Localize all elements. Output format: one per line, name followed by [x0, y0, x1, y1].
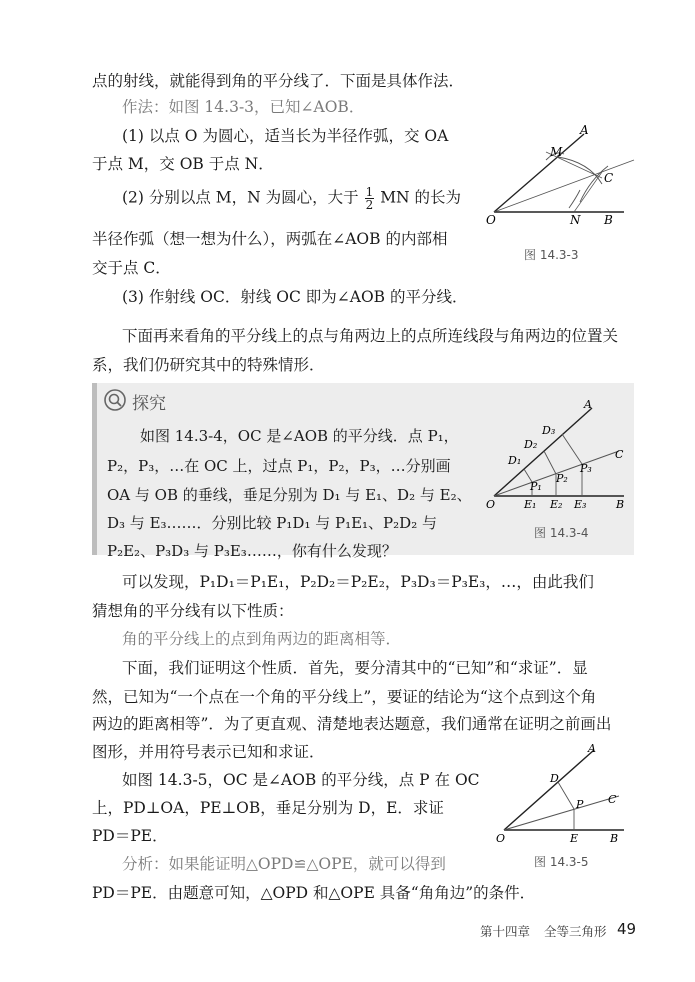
step-2-text: (2) 分别以点 M，N 为圆心，大于 — [122, 188, 359, 207]
text-line: 下面，我们证明这个性质．首先，要分清其中的“已知”和“求证”．显 — [122, 659, 588, 677]
method-line: 作法：如图 14.3-3，已知∠AOB． — [122, 98, 365, 116]
explore-line: 如图 14.3-4，OC 是∠AOB 的平分线．点 P₁， — [140, 427, 459, 445]
explore-line: P₂，P₃，…在 OC 上，过点 P₁，P₂，P₃，…分别画 — [107, 457, 451, 475]
label-C: C — [608, 793, 617, 806]
explore-line: P₂E₂、P₃D₃ 与 P₃E₃……，你有什么发现？ — [107, 542, 397, 560]
label-C: C — [615, 448, 624, 461]
figure-caption: 图 14.3-4 — [534, 526, 589, 540]
label-D: D — [550, 772, 559, 785]
label-O: O — [486, 498, 496, 511]
text-line: 可以发现，P₁D₁＝P₁E₁，P₂D₂＝P₂E₂，P₃D₃＝P₃E₃，…，由此我们 — [122, 573, 594, 591]
figure-caption: 图 14.3-3 — [524, 248, 579, 262]
step-1-line: (1) 以点 O 为圆心，适当长为半径作弧，交 OA — [122, 127, 449, 145]
magnifier-icon — [103, 388, 127, 412]
label-C: C — [604, 171, 614, 185]
label-P1: P₁ — [530, 480, 542, 493]
fraction-one-half — [365, 186, 375, 211]
explore-title: 探究 — [132, 394, 166, 414]
label-D2: D₂ — [524, 438, 538, 451]
label-P: P — [576, 798, 584, 811]
label-E: E — [570, 832, 579, 845]
text-line: PD＝PE． — [92, 827, 168, 845]
label-A: A — [580, 123, 589, 137]
figure-caption: 图 14.3-5 — [534, 855, 589, 869]
label-D3: D₃ — [542, 424, 556, 437]
property-statement: 角的平分线上的点到角两边的距离相等． — [122, 630, 402, 648]
explore-bar — [92, 383, 97, 555]
step-2-line — [122, 186, 461, 211]
text-line: 点的射线，就能得到角的平分线了．下面是具体作法． — [92, 72, 465, 90]
text-line: PD＝PE．由题意可知，△OPD 和△OPE 具备“角角边”的条件． — [92, 884, 536, 902]
label-A: A — [584, 398, 592, 411]
figure-14-3-3 — [484, 122, 644, 232]
step-2-text-end: MN 的长为 — [380, 188, 462, 207]
label-E3: E₃ — [574, 498, 587, 511]
explore-line: D₃ 与 E₃……．分别比较 P₁D₁ 与 P₁E₁、P₂D₂ 与 — [107, 514, 437, 532]
figure-14-3-5 — [494, 740, 634, 850]
fraction-numerator: 1 — [365, 185, 374, 199]
footer-chapter: 第十四章 — [480, 924, 531, 939]
label-E1: E₁ — [524, 498, 537, 511]
label-D1: D₁ — [508, 454, 522, 467]
label-B: B — [616, 498, 625, 511]
text-line: 然，已知为“一个点在一个角的平分线上”，要证的结论为“这个点到这个角 — [92, 688, 597, 706]
label-A: A — [588, 742, 596, 755]
text-line: 系，我们仍研究其中的特殊情形． — [92, 356, 325, 374]
label-M: M — [550, 145, 563, 159]
step-3-line: (3) 作射线 OC．射线 OC 即为∠AOB 的平分线． — [122, 288, 468, 306]
label-P3: P₃ — [580, 462, 592, 475]
analysis-line: 分析：如果能证明△OPD≌△OPE，就可以得到 — [122, 855, 446, 873]
explore-line: OA 与 OB 的垂线，垂足分别为 D₁ 与 E₁、D₂ 与 E₂、 — [107, 486, 472, 504]
label-N: N — [570, 213, 581, 227]
text-line: 如图 14.3-5，OC 是∠AOB 的平分线，点 P 在 OC — [122, 771, 480, 789]
text-line: 图形，并用符号表示已知和求证． — [92, 743, 325, 761]
label-O: O — [496, 832, 506, 845]
label-P2: P₂ — [556, 472, 568, 485]
text-line: 于点 M，交 OB 于点 N． — [92, 155, 274, 173]
text-line: 两边的距离相等”．为了更直观、清楚地表达题意，我们通常在证明之前画出 — [92, 715, 612, 733]
page-number: 49 — [617, 920, 637, 938]
text-line: 下面再来看角的平分线上的点与角两边上的点所连线段与角两边的位置关 — [122, 327, 619, 345]
label-B: B — [604, 213, 613, 227]
footer-title: 全等三角形 — [544, 924, 607, 939]
fraction-denominator: 2 — [365, 198, 374, 212]
figure-14-3-4 — [484, 396, 634, 516]
label-B: B — [610, 832, 619, 845]
text-line: 猜想角的平分线有以下性质： — [92, 602, 294, 620]
text-line: 交于点 C． — [92, 259, 171, 277]
label-O: O — [486, 213, 496, 227]
label-E2: E₂ — [550, 498, 563, 511]
text-line: 半径作弧（想一想为什么），两弧在∠AOB 的内部相 — [92, 230, 448, 248]
text-line: 上，PD⊥OA，PE⊥OB，垂足分别为 D，E．求证 — [92, 799, 444, 817]
